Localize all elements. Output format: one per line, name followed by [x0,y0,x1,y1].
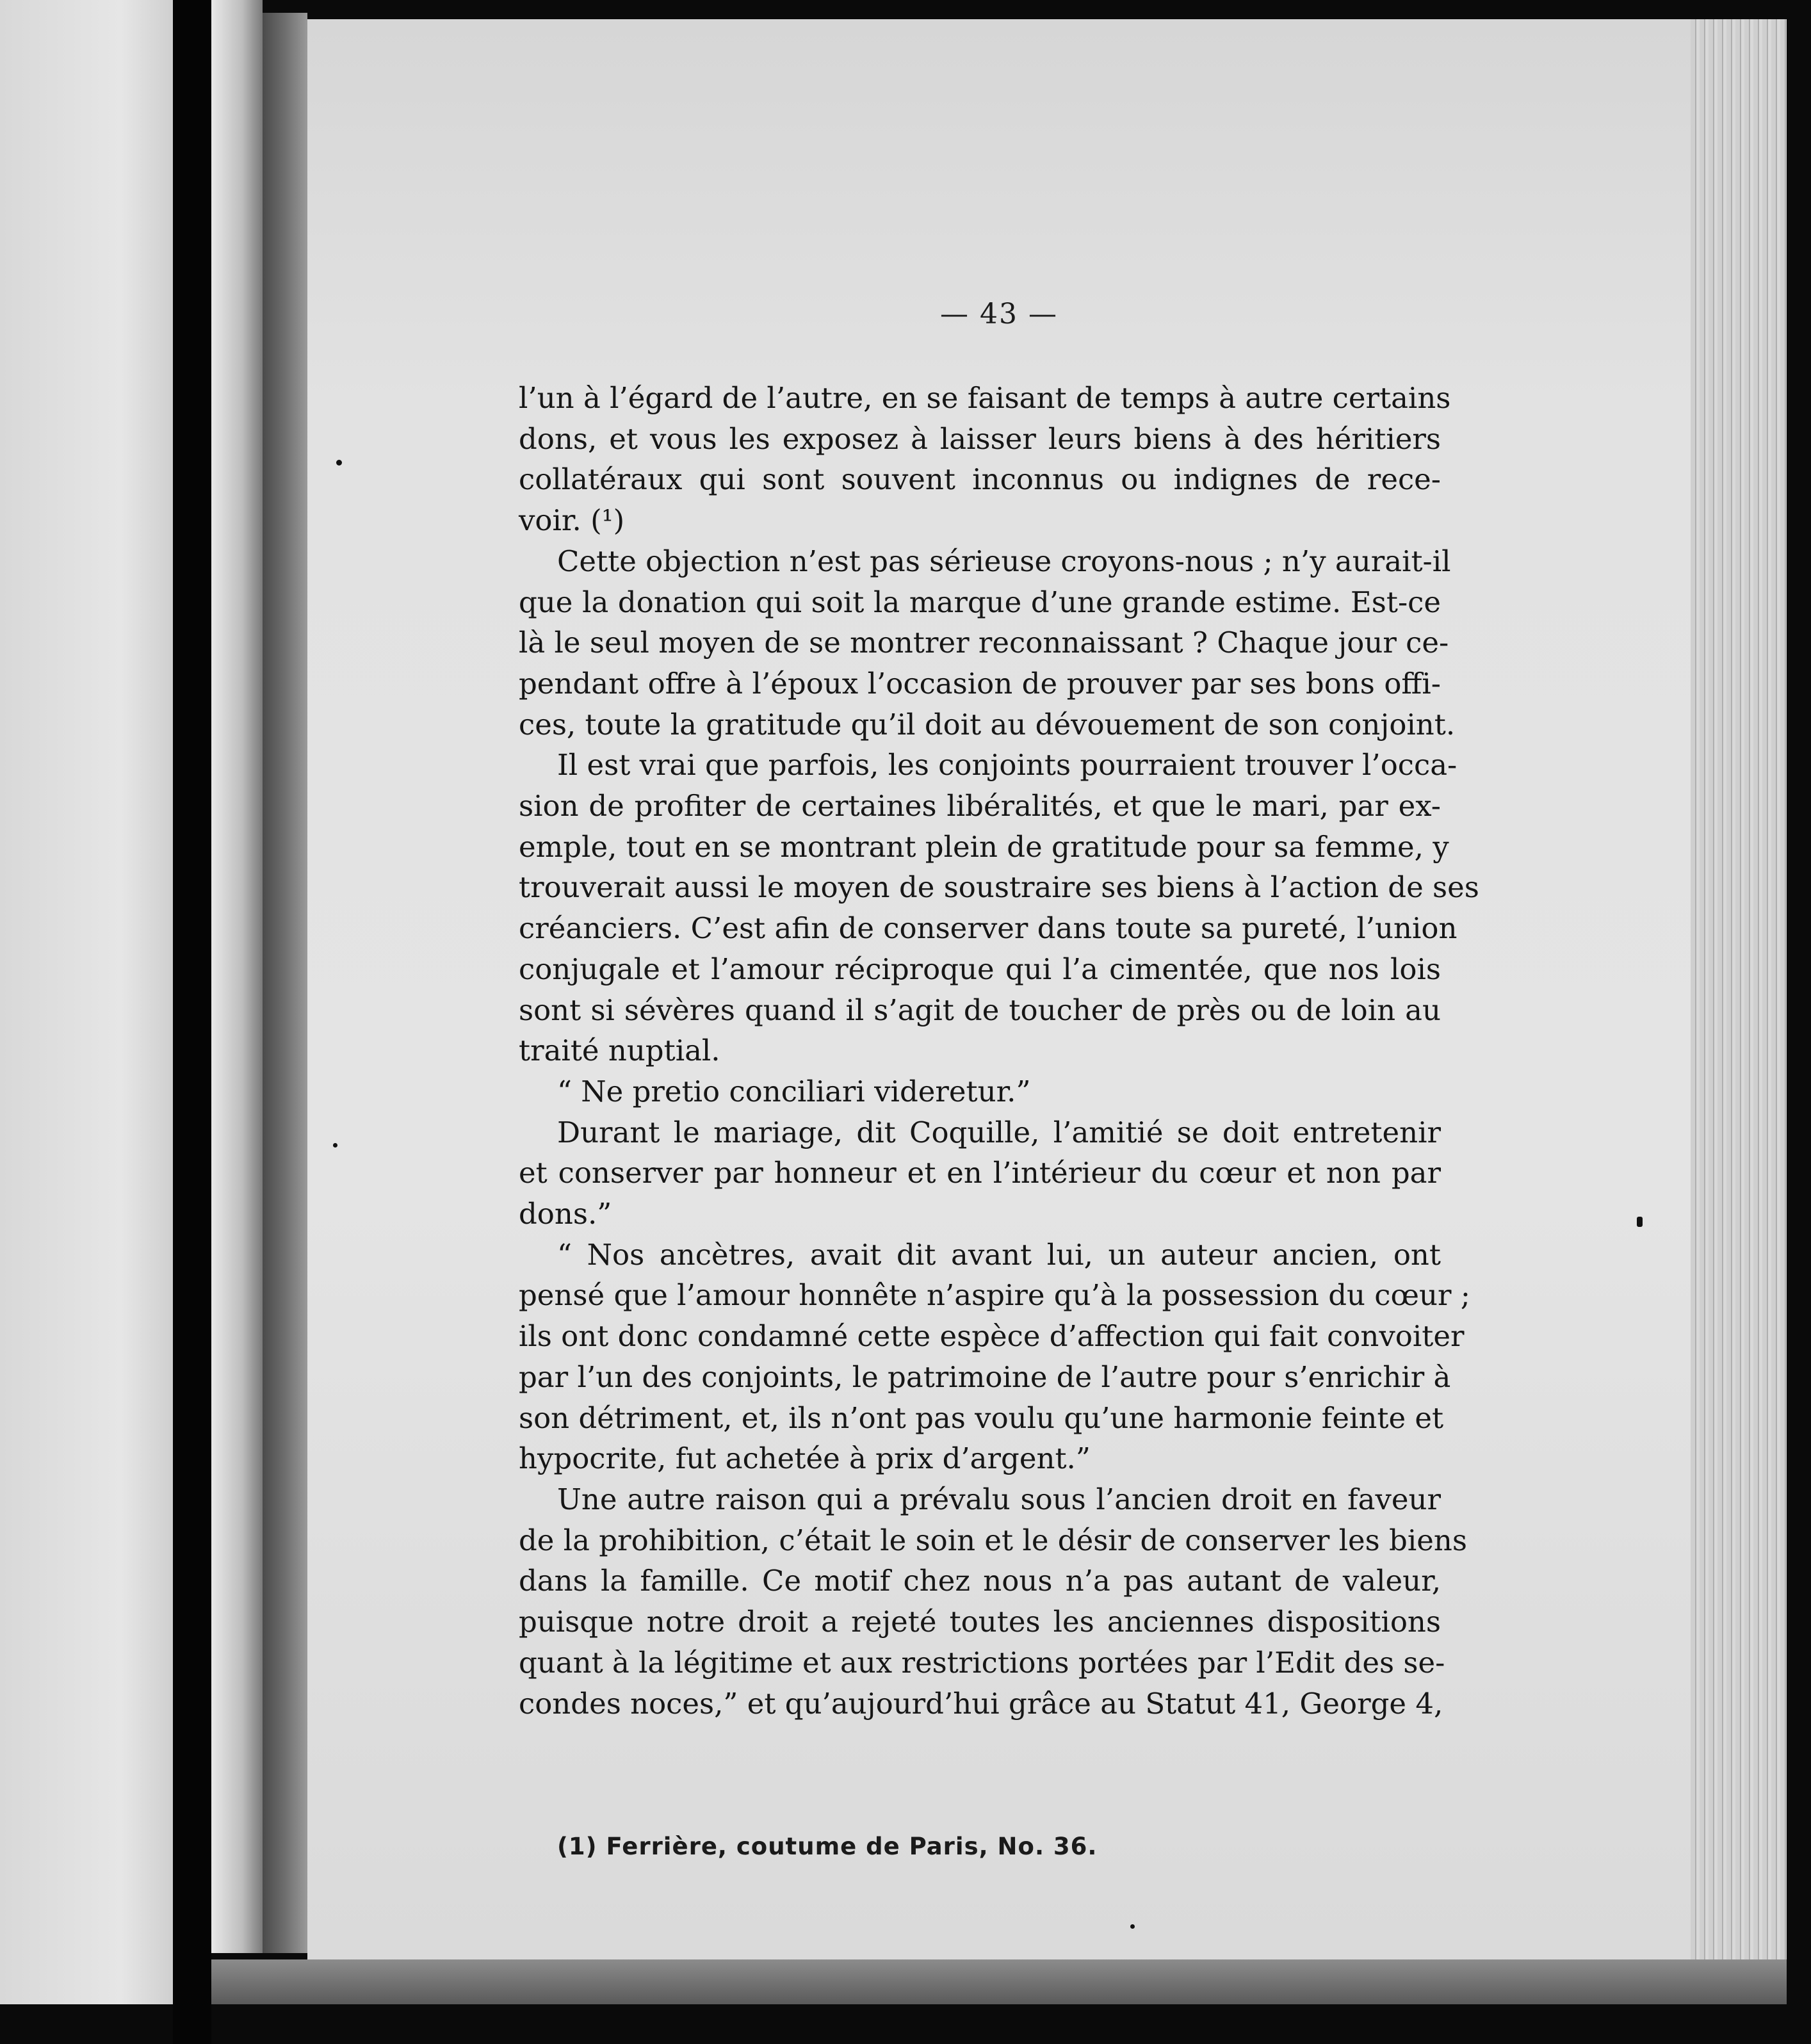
text-line: “ Ne pretio conciliari videretur.” [557,1074,1031,1108]
book-gutter [173,0,211,2044]
text-line: là le seul moyen de se montrer reconnaissant ? Chaque jour ce- [519,626,1449,660]
text-line: par l’un des conjoints, le patrimoine de l’autre pour s’enrichir à [519,1359,1451,1394]
text-line: puisque notre droit a rejeté toutes les anciennes dispositions [519,1605,1441,1639]
page-number: — 43 — [940,298,1058,330]
text-line: Une autre raison qui a prévalu sous l’ancien droit en faveur [557,1482,1441,1516]
text-line: dans la famille. Ce motif chez nous n’a pas autant de valeur, [519,1564,1441,1598]
text-line: ils ont donc condamné cette espèce d’affection qui fait convoiter [519,1319,1465,1354]
text-line: traité nuptial. [519,1034,720,1068]
page-inner-edge [211,0,263,1953]
text-line: de la prohibition, c’était le soin et le désir de conserver les biens [519,1523,1467,1557]
text-line: pensé que l’amour honnête n’aspire qu’à la possession du cœur ; [519,1278,1470,1313]
dust-speck [336,460,342,466]
previous-page-edge [0,0,173,2004]
dust-speck [333,1143,337,1148]
text-line: sont si sévères quand il s’agit de toucher de près ou de loin au [519,993,1441,1027]
text-line: trouverait aussi le moyen de soustraire ses biens à l’action de ses [519,870,1479,905]
text-line: conjugale et l’amour réciproque qui l’a cimentée, que nos lois [519,952,1441,986]
text-line: hypocrite, fut achetée à prix d’argent.” [519,1441,1091,1476]
text-line: Durant le mariage, dit Coquille, l’amitié se doit entretenir [557,1115,1441,1149]
text-line: pendant offre à l’époux l’occasion de prouver par ses bons offi- [519,666,1441,701]
text-line: sion de profiter de certaines libéralités, et que le mari, par ex- [519,789,1441,823]
text-line: dons.” [519,1197,612,1231]
text-line: Il est vrai que parfois, les conjoints pourraient trouver l’occa- [557,748,1458,783]
text-line: condes noces,” et qu’aujourd’hui grâce au Statut 41, George 4, [519,1686,1443,1721]
text-line: et conserver par honneur et en l’intérieur du cœur et non par [519,1156,1441,1190]
text-line: l’un à l’égard de l’autre, en se faisant de temps à autre certains [519,381,1451,415]
dust-speck [1637,1217,1643,1227]
text-line: quant à la légitime et aux restrictions portées par l’Edit des se- [519,1645,1445,1680]
body-text [519,378,1479,1724]
dust-speck [1130,1924,1135,1929]
text-line: collatéraux qui sont souvent inconnus ou indignes de rece- [519,462,1441,497]
text-line: ces, toute la gratitude qu’il doit au dévouement de son conjoint. [519,707,1456,742]
text-line: “ Nos ancètres, avait dit avant lui, un auteur ancien, ont [557,1237,1441,1272]
footnote: (1) Ferrière, coutume de Paris, No. 36. [557,1833,1098,1860]
gutter-shadow [263,13,307,1953]
text-line: dons, et vous les exposez à laisser leurs biens à des héritiers [519,421,1441,456]
text-line: son détriment, et, ils n’ont pas voulu qu’une harmonie feinte et [519,1400,1444,1435]
text-line: emple, tout en se montrant plein de gratitude pour sa femme, y [519,829,1449,864]
text-line: Cette objection n’est pas sérieuse croyons-nous ; n’y aurait-il [557,544,1451,578]
page-bottom-shadow [211,1959,1787,2004]
text-line: voir. (¹) [519,503,625,538]
text-line: créanciers. C’est afin de conserver dans toute sa pureté, l’union [519,911,1458,946]
text-line: que la donation qui soit la marque d’une grande estime. Est-ce [519,585,1441,619]
page-stack-fore-edge [1691,19,1787,1991]
